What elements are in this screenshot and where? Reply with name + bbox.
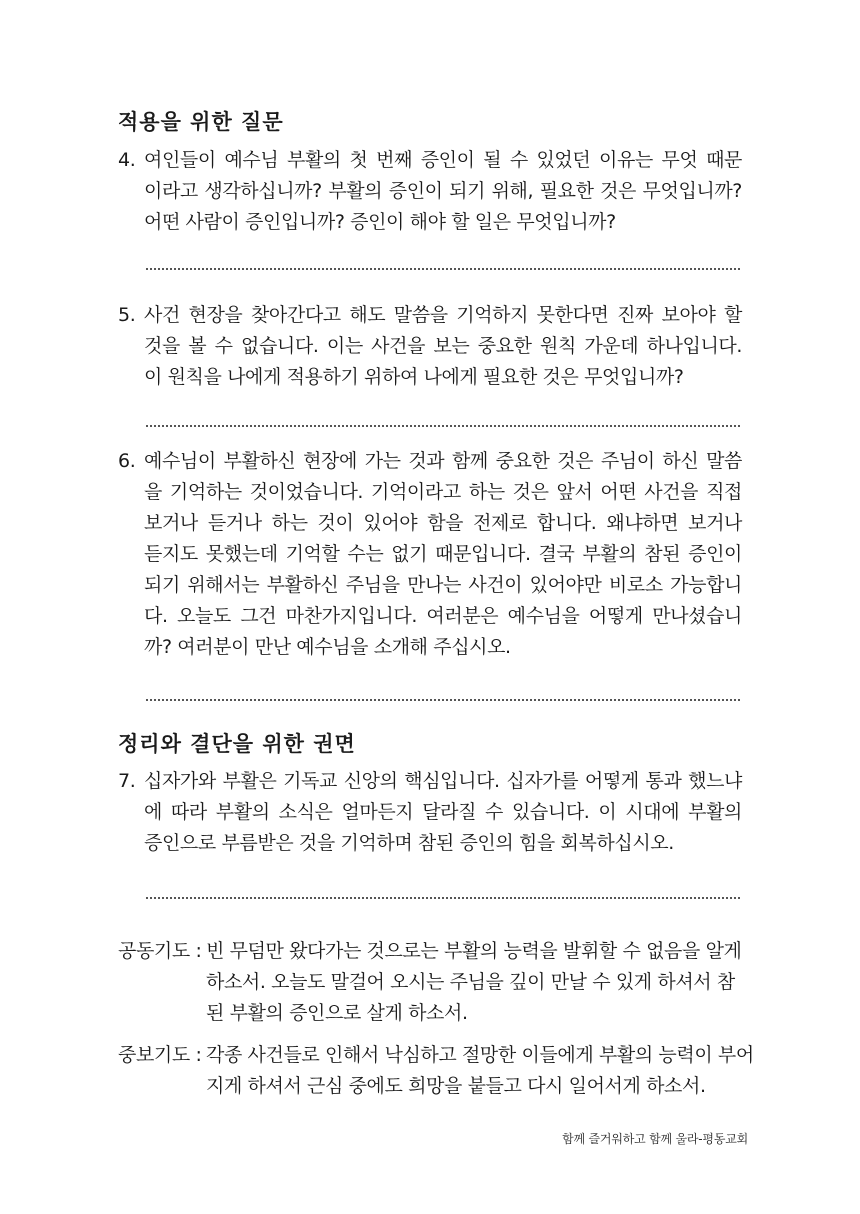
question-line: 증인으로 부름받은 것을 기억하며 참된 증인의 힘을 회복하십시오. <box>144 832 674 854</box>
question-line: 보거나 듣거나 하는 것이 있어야 함을 전제로 합니다. 왜냐하면 보거나 <box>144 512 742 534</box>
question-number: 4. <box>118 149 136 171</box>
question-5 <box>118 300 742 393</box>
question-7 <box>118 766 742 859</box>
question-line: 이 원칙을 나에게 적용하기 위하여 나에게 필요한 것은 무엇입니까? <box>144 366 684 388</box>
section-heading-commitment: 정리와 결단을 위한 권면 <box>118 732 356 756</box>
intercessory-prayer <box>118 1040 754 1102</box>
question-line: 듣지도 못했는데 기억할 수는 없기 때문입니다. 결국 부활의 참된 증인이 <box>144 543 742 565</box>
prayer-line: 된 부활의 증인으로 살게 하소서. <box>206 1002 468 1024</box>
page-footer: 함께 즐거워하고 함께 울라-평동교회 <box>562 1132 748 1146</box>
question-line: 것을 볼 수 없습니다. 이는 사건을 보는 중요한 원칙 가운데 하나입니다. <box>144 335 742 357</box>
question-line: 십자가와 부활은 기독교 신앙의 핵심입니다. 십자가를 어떻게 통과 했느냐 <box>144 770 742 792</box>
question-line: 어떤 사람이 증인입니까? 증인이 해야 할 일은 무엇입니까? <box>144 211 616 233</box>
question-line: 이라고 생각하십니까? 부활의 증인이 되기 위해, 필요한 것은 무엇입니까? <box>144 180 742 202</box>
question-line: 까? 여러분이 만난 예수님을 소개해 주십시오. <box>144 636 511 658</box>
question-line: 을 기억하는 것이었습니다. 기억이라고 하는 것은 앞서 어떤 사건을 직접 <box>144 481 742 503</box>
prayer-label: 공동기도 : <box>118 940 202 962</box>
prayer-label: 중보기도 : <box>118 1044 202 1066</box>
answer-line <box>146 699 740 701</box>
common-prayer <box>118 936 742 1029</box>
question-6 <box>118 446 742 663</box>
section-heading-application: 적용을 위한 질문 <box>118 110 284 134</box>
question-line: 예수님이 부활하신 현장에 가는 것과 함께 중요한 것은 주님이 하신 말씀 <box>144 450 742 472</box>
answer-line <box>146 425 740 427</box>
question-number: 7. <box>118 770 136 792</box>
prayer-line: 빈 무덤만 왔다가는 것으로는 부활의 능력을 발휘할 수 없음을 알게 <box>206 940 742 962</box>
answer-line <box>146 268 740 270</box>
question-number: 6. <box>118 450 136 472</box>
question-line: 에 따라 부활의 소식은 얼마든지 달라질 수 있습니다. 이 시대에 부활의 <box>144 801 742 823</box>
answer-line <box>146 897 740 899</box>
prayer-line: 하소서. 오늘도 말걸어 오시는 주님을 깊이 만날 수 있게 하셔서 참 <box>206 971 735 993</box>
prayer-line: 각종 사건들로 인해서 낙심하고 절망한 이들에게 부활의 능력이 부어 <box>206 1044 754 1066</box>
prayer-line: 지게 하셔서 근심 중에도 희망을 붙들고 다시 일어서게 하소서. <box>206 1075 706 1097</box>
question-number: 5. <box>118 304 136 326</box>
question-4 <box>118 145 742 238</box>
question-line: 사건 현장을 찾아간다고 해도 말씀을 기억하지 못한다면 진짜 보아야 할 <box>144 304 742 326</box>
question-line: 여인들이 예수님 부활의 첫 번째 증인이 될 수 있었던 이유는 무엇 때문 <box>144 149 742 171</box>
question-line: 되기 위해서는 부활하신 주님을 만나는 사건이 있어야만 비로소 가능합니 <box>144 574 742 596</box>
question-line: 다. 오늘도 그건 마찬가지입니다. 여러분은 예수님을 어떻게 만나셨습니 <box>144 605 742 627</box>
